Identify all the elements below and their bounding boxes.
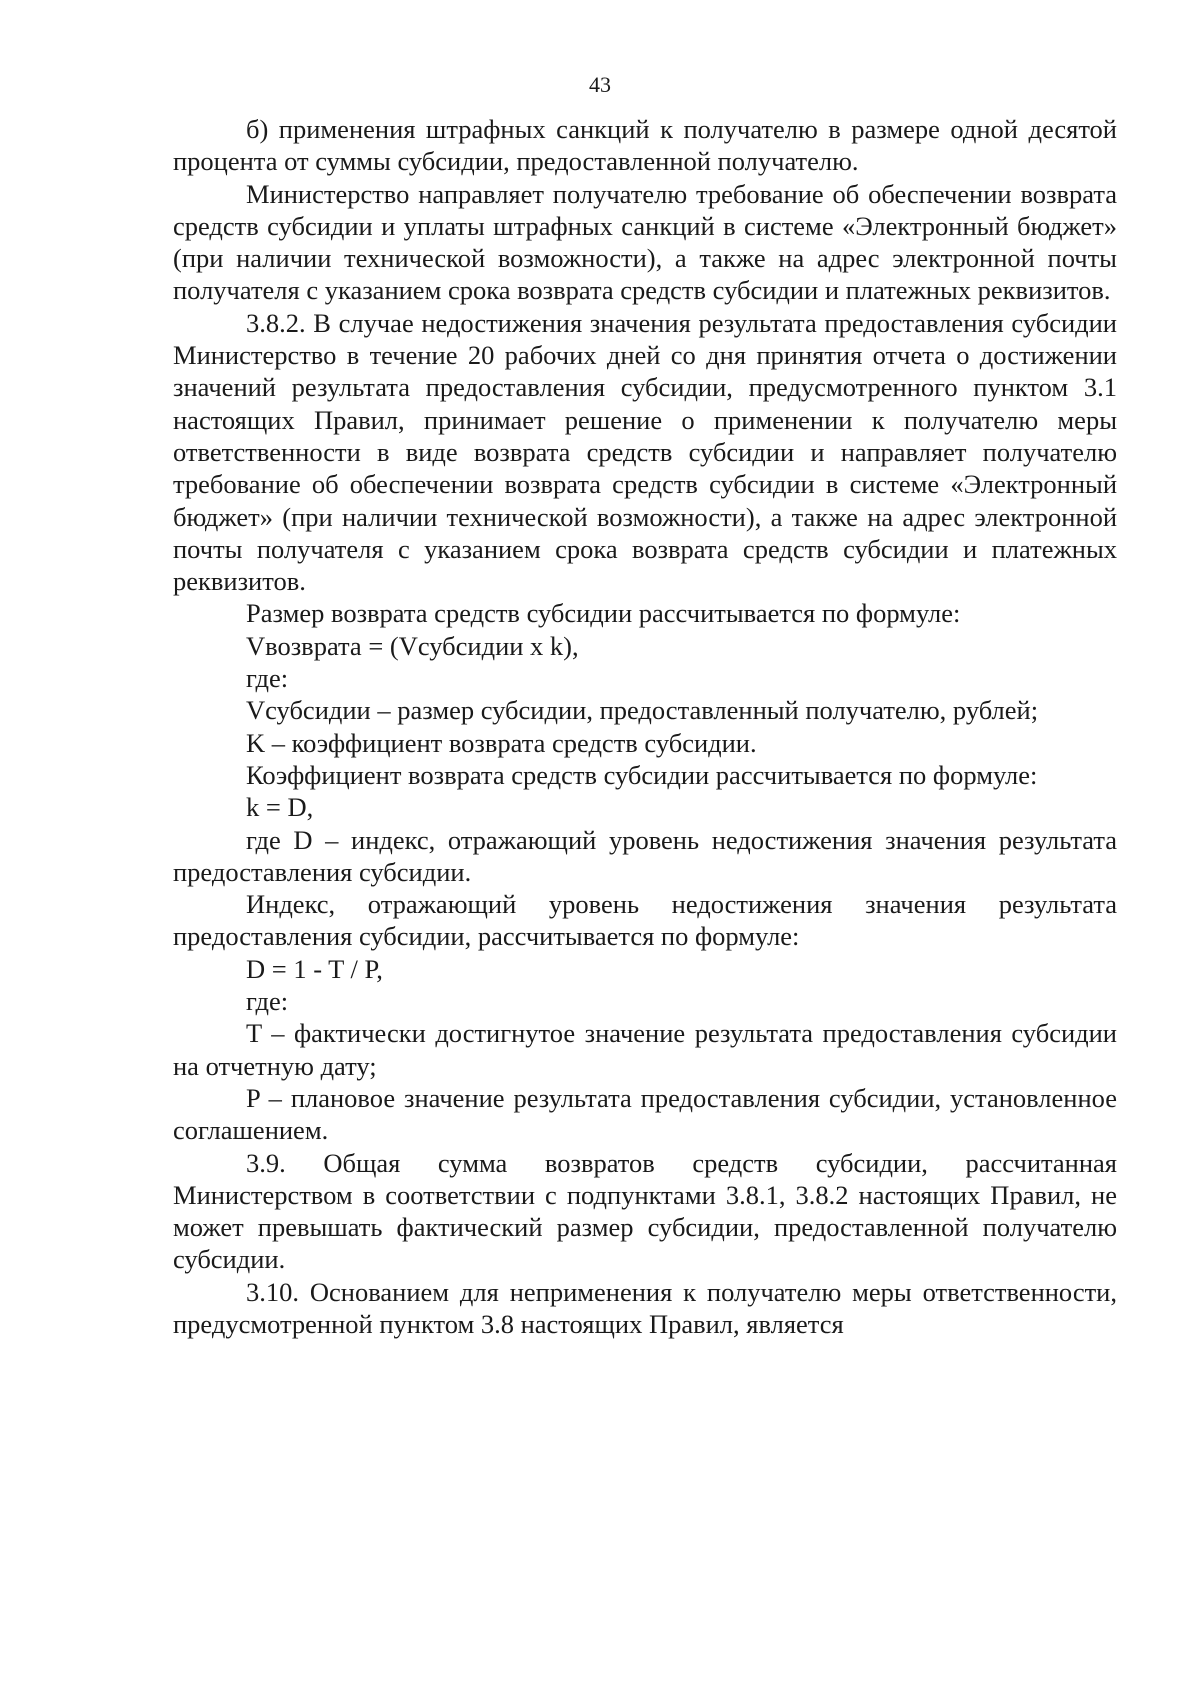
paragraph-coefficient-intro: Коэффициент возврата средств субсидии рассчитывается по формуле:	[246, 759, 1038, 790]
paragraph-penalty-sanctions: б) применения штрафных санкций к получателю в размере одной десятой процента от суммы субсидии, предоставленной получателю.	[173, 114, 1117, 177]
paragraph-3-8-2: 3.8.2. В случае недостижения значения результата предоставления субсидии Министерство в течение 20 рабочих дней со дня принятия отчета о достижении значений результата предоставления субсидии, предусмотренного пунктом 3.1 настоящих Правил, принимает решение о применении к получателю меры ответственности в виде возврата средств субсидии и направляет получателю требование об обеспечении возврата средств субсидии в системе «Электронный бюджет» (при наличии технической возможности), а также на адрес электронной почты получателя с указанием срока возврата средств субсидии и платежных реквизитов.	[173, 307, 1117, 597]
paragraph-3-10: 3.10. Основанием для неприменения к получателю меры ответственности, предусмотренной пунктом 3.8 настоящих Правил, является	[173, 1276, 1117, 1339]
formula-index: D = 1 - T / P,	[246, 953, 383, 984]
where-label: где:	[246, 663, 289, 694]
definition-p: P – плановое значение результата предоставления субсидии, установленное соглашением.	[173, 1082, 1117, 1146]
paragraph-index-intro: Индекс, отражающий уровень недостижения значения результата предоставления субсидии, рассчитывается по формуле:	[173, 889, 1117, 952]
formula-coefficient: k = D,	[246, 792, 314, 823]
definition-d: где D – индекс, отражающий уровень недостижения значения результата предоставления субсидии.	[173, 824, 1117, 887]
paragraph-ministry-request: Министерство направляет получателю требование об обеспечении возврата средств субсидии и уплаты штрафных санкций в системе «Электронный бюджет» (при наличии технической возможности), а также на адрес электронной почты получателя с указанием срока возврата средств субсидии и платежных реквизитов.	[173, 178, 1117, 306]
page-number: 43	[589, 72, 611, 97]
definition-v-subsidy: Vсубсидии – размер субсидии, предоставленный получателю, рублей;	[246, 695, 1039, 726]
formula-return-amount: Vвозврата = (Vсубсидии x k),	[246, 630, 579, 661]
paragraph-return-amount-intro: Размер возврата средств субсидии рассчитывается по формуле:	[246, 598, 961, 629]
definition-t: T – фактически достигнутое значение результата предоставления субсидии на отчетную дату;	[173, 1018, 1117, 1081]
paragraph-3-9: 3.9. Общая сумма возвратов средств субсидии, рассчитанная Министерством в соответствии с подпунктами 3.8.1, 3.8.2 настоящих Правил, не может превышать фактический размер субсидии, предоставленной получателю субсидии.	[173, 1147, 1117, 1275]
where-label: где:	[246, 986, 289, 1017]
document-body	[173, 113, 1117, 1340]
definition-k: K – коэффициент возврата средств субсидии.	[246, 727, 757, 758]
